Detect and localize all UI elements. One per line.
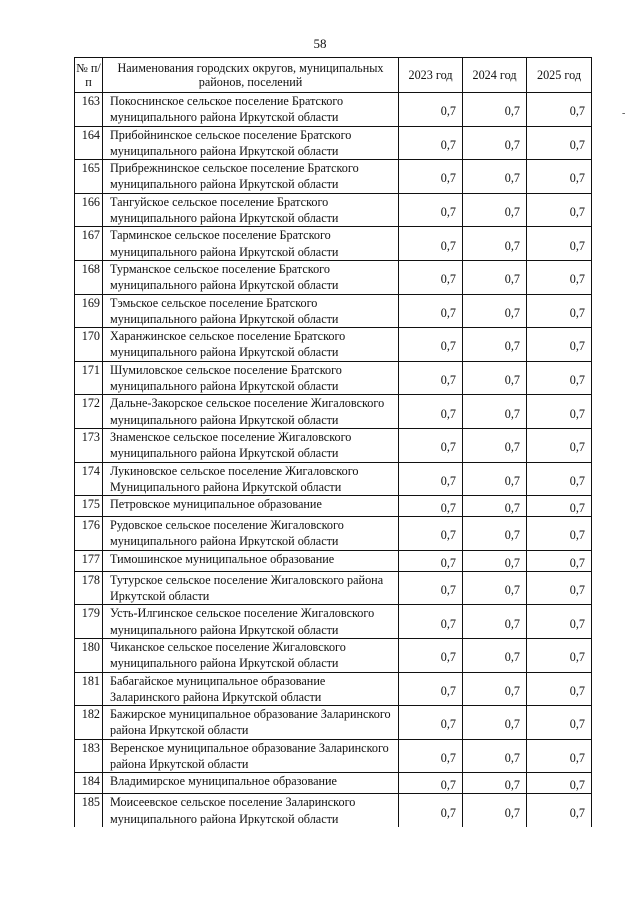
value-2023: 0,7 [399,794,463,827]
value-2023: 0,7 [399,260,463,294]
value-2023: 0,7 [399,550,463,571]
value-2025: 0,7 [527,638,592,672]
row-number: 176 [75,517,103,551]
value-2025: 0,7 [527,193,592,227]
row-number: 170 [75,328,103,362]
header-number: № п/п [75,58,103,93]
row-name: Харанжинское сельское поселение Братского муниципального района Иркутской области [103,328,399,362]
value-2023: 0,7 [399,361,463,395]
row-number: 166 [75,193,103,227]
value-2023: 0,7 [399,294,463,328]
value-2024: 0,7 [463,160,527,194]
table-row [75,294,592,328]
margin-mark: - [622,108,626,119]
value-2024: 0,7 [463,428,527,462]
value-2024: 0,7 [463,93,527,127]
table-row [75,328,592,362]
value-2023: 0,7 [399,773,463,794]
value-2023: 0,7 [399,571,463,605]
value-2023: 0,7 [399,126,463,160]
value-2024: 0,7 [463,706,527,740]
row-number: 182 [75,706,103,740]
value-2025: 0,7 [527,496,592,517]
value-2025: 0,7 [527,706,592,740]
row-name: Прибойнинское сельское поселение Братского муниципального района Иркутской области [103,126,399,160]
value-2024: 0,7 [463,395,527,429]
table-header-row [75,58,592,93]
row-number: 179 [75,605,103,639]
value-2023: 0,7 [399,395,463,429]
row-number: 172 [75,395,103,429]
table-body [75,93,592,827]
value-2025: 0,7 [527,672,592,706]
row-name: Прибрежнинское сельское поселение Братского муниципального района Иркутской области [103,160,399,194]
value-2024: 0,7 [463,462,527,496]
row-name: Тэмьское сельское поселение Братского муниципального района Иркутской области [103,294,399,328]
row-number: 181 [75,672,103,706]
table-row [75,706,592,740]
value-2023: 0,7 [399,93,463,127]
table-row [75,496,592,517]
value-2024: 0,7 [463,571,527,605]
table-row [75,126,592,160]
header-2024: 2024 год [463,58,527,93]
value-2025: 0,7 [527,260,592,294]
table-row [75,260,592,294]
row-number: 174 [75,462,103,496]
value-2023: 0,7 [399,605,463,639]
table-row [75,517,592,551]
row-number: 185 [75,794,103,827]
table-row [75,739,592,773]
value-2025: 0,7 [527,605,592,639]
row-number: 180 [75,638,103,672]
table-row [75,160,592,194]
allocation-table [74,57,592,827]
value-2025: 0,7 [527,794,592,827]
row-name: Тутурское сельское поселение Жигаловского района Иркутской области [103,571,399,605]
header-2023: 2023 год [399,58,463,93]
page-number: 58 [313,36,327,51]
header-2025: 2025 год [527,58,592,93]
row-name: Покоснинское сельское поселение Братского муниципального района Иркутской области [103,93,399,127]
value-2025: 0,7 [527,160,592,194]
value-2023: 0,7 [399,496,463,517]
value-2025: 0,7 [527,227,592,261]
value-2023: 0,7 [399,193,463,227]
row-name: Тимошинское муниципальное образование [103,550,399,571]
value-2024: 0,7 [463,605,527,639]
row-name: Знаменское сельское поселение Жигаловского муниципального района Иркутской области [103,428,399,462]
row-name: Турманское сельское поселение Братского муниципального района Иркутской области [103,260,399,294]
row-name: Петровское муниципальное образование [103,496,399,517]
row-name: Тангуйское сельское поселение Братского муниципального района Иркутской области [103,193,399,227]
row-name: Шумиловское сельское поселение Братского муниципального района Иркутской области [103,361,399,395]
value-2023: 0,7 [399,706,463,740]
row-number: 178 [75,571,103,605]
value-2024: 0,7 [463,260,527,294]
value-2023: 0,7 [399,672,463,706]
value-2025: 0,7 [527,550,592,571]
value-2023: 0,7 [399,428,463,462]
value-2024: 0,7 [463,638,527,672]
value-2023: 0,7 [399,638,463,672]
table-row [75,227,592,261]
row-number: 184 [75,773,103,794]
table-row [75,672,592,706]
table-row [75,428,592,462]
value-2024: 0,7 [463,361,527,395]
row-name: Владимирское муниципальное образование [103,773,399,794]
row-name: Веренское муниципальное образование Заларинского района Иркутской области [103,739,399,773]
value-2023: 0,7 [399,328,463,362]
header-name: Наименования городских округов, муниципальных районов, поселений [103,58,399,93]
value-2025: 0,7 [527,328,592,362]
row-name: Рудовское сельское поселение Жигаловского муниципального района Иркутской области [103,517,399,551]
row-name: Лукиновское сельское поселение Жигаловского Муниципального района Иркутской области [103,462,399,496]
value-2025: 0,7 [527,428,592,462]
row-number: 167 [75,227,103,261]
value-2024: 0,7 [463,672,527,706]
table-row [75,93,592,127]
row-number: 163 [75,93,103,127]
table-row [75,193,592,227]
value-2024: 0,7 [463,794,527,827]
row-number: 164 [75,126,103,160]
value-2025: 0,7 [527,517,592,551]
value-2023: 0,7 [399,462,463,496]
row-name: Моисеевское сельское поселение Заларинского муниципального района Иркутской области [103,794,399,827]
table-row [75,395,592,429]
value-2025: 0,7 [527,93,592,127]
value-2024: 0,7 [463,739,527,773]
value-2024: 0,7 [463,550,527,571]
value-2025: 0,7 [527,294,592,328]
row-number: 183 [75,739,103,773]
row-number: 171 [75,361,103,395]
table-row [75,571,592,605]
row-name: Усть-Илгинское сельское поселение Жигаловского муниципального района Иркутской области [103,605,399,639]
value-2024: 0,7 [463,328,527,362]
value-2023: 0,7 [399,517,463,551]
value-2025: 0,7 [527,462,592,496]
table-row [75,605,592,639]
value-2024: 0,7 [463,294,527,328]
value-2025: 0,7 [527,361,592,395]
value-2024: 0,7 [463,517,527,551]
table-row [75,361,592,395]
row-name: Тарминское сельское поселение Братского муниципального района Иркутской области [103,227,399,261]
row-number: 168 [75,260,103,294]
row-number: 165 [75,160,103,194]
table-row [75,462,592,496]
value-2025: 0,7 [527,126,592,160]
value-2023: 0,7 [399,739,463,773]
value-2024: 0,7 [463,496,527,517]
value-2023: 0,7 [399,227,463,261]
row-name: Бабагайское муниципальное образование Заларинского района Иркутской области [103,672,399,706]
value-2024: 0,7 [463,227,527,261]
value-2025: 0,7 [527,773,592,794]
row-number: 169 [75,294,103,328]
row-number: 173 [75,428,103,462]
row-name: Бажирское муниципальное образование Заларинского района Иркутской области [103,706,399,740]
value-2023: 0,7 [399,160,463,194]
table-row [75,773,592,794]
value-2025: 0,7 [527,395,592,429]
row-name: Дальне-Закорское сельское поселение Жигаловского муниципального района Иркутской области [103,395,399,429]
value-2024: 0,7 [463,773,527,794]
table-row [75,794,592,827]
table-row [75,550,592,571]
value-2024: 0,7 [463,126,527,160]
row-number: 175 [75,496,103,517]
row-name: Чиканское сельское поселение Жигаловского муниципального района Иркутской области [103,638,399,672]
value-2025: 0,7 [527,571,592,605]
value-2024: 0,7 [463,193,527,227]
table-row [75,638,592,672]
row-number: 177 [75,550,103,571]
value-2025: 0,7 [527,739,592,773]
